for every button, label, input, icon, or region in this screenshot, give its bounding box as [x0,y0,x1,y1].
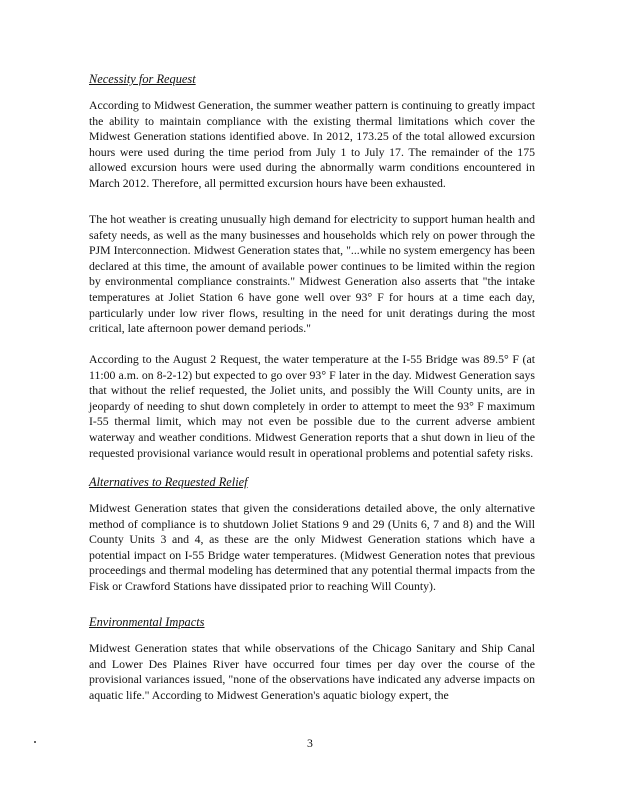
heading-necessity-for-request: Necessity for Request [89,72,196,86]
paragraph-alternatives: Midwest Generation states that given the considerations detailed above, the only alternative method of compliance is to shutdown Joliet Stations 9 and 29 (Units 6, 7 and 8) and the Will County Units 3 and 4, as these are the only Midwest Generation stations which have a potential impact on I-55 Bridge water temperatures. (Midwest Generation notes that previous proceedings and thermal modeling has determined that any potential thermal impacts from the Fisk or Crawford Stations have dissipated prior to reaching Will County). [89,501,535,593]
page-number: 3 [307,736,313,750]
heading-environmental-impacts: Environmental Impacts [89,615,205,629]
paragraph-hot-weather-demand: The hot weather is creating unusually high demand for electricity to support human health and safety needs, as well as the many businesses and households which rely on power through the PJM Interconnection. Midwest Generation states that, "...while no system emergency has been declared at this time, the amount of available power continues to be limited within the region by environmental compliance constraints." Midwest Generation also asserts that "the intake temperatures at Joliet Station 6 have gone well over 93° F for hours at a time each day, particularly under low river flows, resulting in the need for unit deratings during the most critical, late afternoon power demand periods." [89,212,535,336]
paragraph-environmental-impacts: Midwest Generation states that while observations of the Chicago Sanitary and Ship Canal and Lower Des Plaines River have occurred four times per day over the course of the provisional variances issued, "none of the observations have indicated any adverse impacts on aquatic life." According to Midwest Generation's aquatic biology expert, the [89,641,535,702]
paragraph-excursion-hours: According to Midwest Generation, the summer weather pattern is continuing to greatly impact the ability to maintain compliance with the existing thermal limitations which cover the Midwest Generation stations identified above. In 2012, 173.25 of the total allowed excursion hours were used during the time period from July 1 to July 17. The remainder of the 175 allowed excursion hours were used during the abnormally warm conditions encountered in March 2012. Therefore, all permitted excursion hours have been exhausted. [89,98,535,190]
paragraph-august-2-request: According to the August 2 Request, the water temperature at the I-55 Bridge was 89.5° F (at 11:00 a.m. on 8-2-12) but expected to go over 93° F later in the day. Midwest Generation says that without the relief requested, the Joliet units, and possibly the Will County units, are in jeopardy of needing to shut down completely in order to attempt to meet the 93° F maximum I-55 thermal limit, which may not even be possible due to the current adverse ambient waterway and weather conditions. Midwest Generation reports that a shut down in lieu of the requested provisional variance would result in operational problems and potential safety risks. [89,352,535,460]
scan-speck [34,741,36,743]
heading-alternatives-to-requested-relief: Alternatives to Requested Relief [89,475,248,489]
